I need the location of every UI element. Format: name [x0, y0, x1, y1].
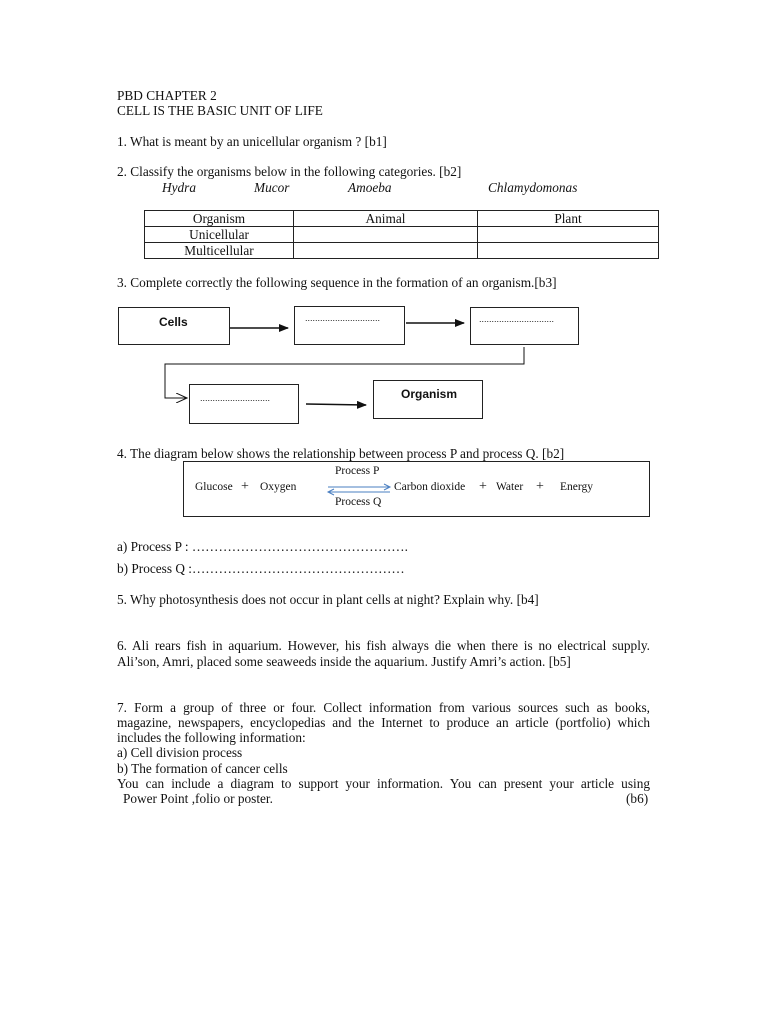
- plus-sign: +: [536, 479, 544, 494]
- plus-sign: +: [479, 479, 487, 494]
- plus-sign: +: [241, 479, 249, 494]
- reactant-glucose: Glucose: [195, 481, 233, 493]
- reaction-diagram: [183, 461, 650, 517]
- question-6-line-1: 6. Ali rears fish in aquarium. However, his fish always die when there is no electrical supply.: [117, 638, 650, 653]
- product-carbon-dioxide: Carbon dioxide: [394, 481, 466, 493]
- sequence-blank-2: ..............................: [479, 314, 555, 324]
- question-5: 5. Why photosynthesis does not occur in plant cells at night? Explain why. [b4]: [117, 592, 539, 607]
- process-p-label: Process P: [335, 465, 380, 477]
- question-7-line-3: includes the following information:: [117, 730, 306, 745]
- organism-amoeba: Amoeba: [348, 180, 392, 195]
- table-cell-multicellular: Multicellular: [145, 243, 294, 259]
- table-cell-unicellular: Unicellular: [145, 227, 294, 243]
- question-7-line-2: magazine, newspapers, encyclopedias and the Internet to produce an article (portfolio) which: [117, 715, 650, 730]
- question-4: 4. The diagram below shows the relationship between process P and process Q. [b2]: [117, 446, 565, 461]
- organism-chlamydomonas: Chlamydomonas: [488, 180, 578, 195]
- sequence-box-blank-1: [294, 306, 405, 345]
- answer-process-p: a) Process P : ………………………………………….: [117, 539, 408, 554]
- sequence-blank-3: ............................: [200, 393, 271, 403]
- sequence-label-organism: Organism: [401, 387, 458, 401]
- sequence-blank-1: ..............................: [305, 313, 381, 323]
- question-7-item-a: a) Cell division process: [117, 745, 243, 760]
- question-6-line-2: Ali’son, Amri, placed some seaweeds inside the aquarium. Justify Amri’s action. [b5]: [117, 654, 571, 669]
- question-7-line-4: You can include a diagram to support your information. You can present your article using: [117, 776, 650, 791]
- product-energy: Energy: [560, 481, 594, 493]
- page-title: CELL IS THE BASIC UNIT OF LIFE: [117, 103, 323, 118]
- sequence-box-organism: [373, 380, 483, 419]
- organism-hydra: Hydra: [162, 180, 196, 195]
- product-water: Water: [496, 481, 524, 493]
- answer-process-q: b) Process Q :…………………………………………: [117, 561, 405, 576]
- question-1: 1. What is meant by an unicellular organism ? [b1]: [117, 134, 387, 149]
- chapter-heading: PBD CHAPTER 2: [117, 88, 217, 103]
- table-header-animal: Animal: [294, 211, 478, 227]
- question-2: 2. Classify the organisms below in the following categories. [b2]: [117, 164, 462, 179]
- question-7-line-1: 7. Form a group of three or four. Collect information from various sources such as books,: [117, 700, 650, 715]
- question-7-mark: (b6): [626, 791, 649, 806]
- sequence-box-cells: [118, 307, 230, 345]
- reversible-arrow-icon: [322, 482, 402, 498]
- sequence-box-blank-3: [189, 384, 299, 424]
- sequence-label-cells: Cells: [159, 315, 188, 329]
- sequence-box-blank-2: [470, 307, 579, 345]
- question-7-item-b: b) The formation of cancer cells: [117, 761, 288, 776]
- question-7-line-5: Power Point ,folio or poster.: [123, 791, 273, 806]
- process-q-label: Process Q: [335, 496, 382, 508]
- question-3: 3. Complete correctly the following sequence in the formation of an organism.[b3]: [117, 275, 557, 290]
- table-header-plant: Plant: [478, 211, 659, 227]
- organism-mucor: Mucor: [254, 180, 290, 195]
- table-header-organism: Organism: [145, 211, 294, 227]
- reactant-oxygen: Oxygen: [260, 481, 297, 493]
